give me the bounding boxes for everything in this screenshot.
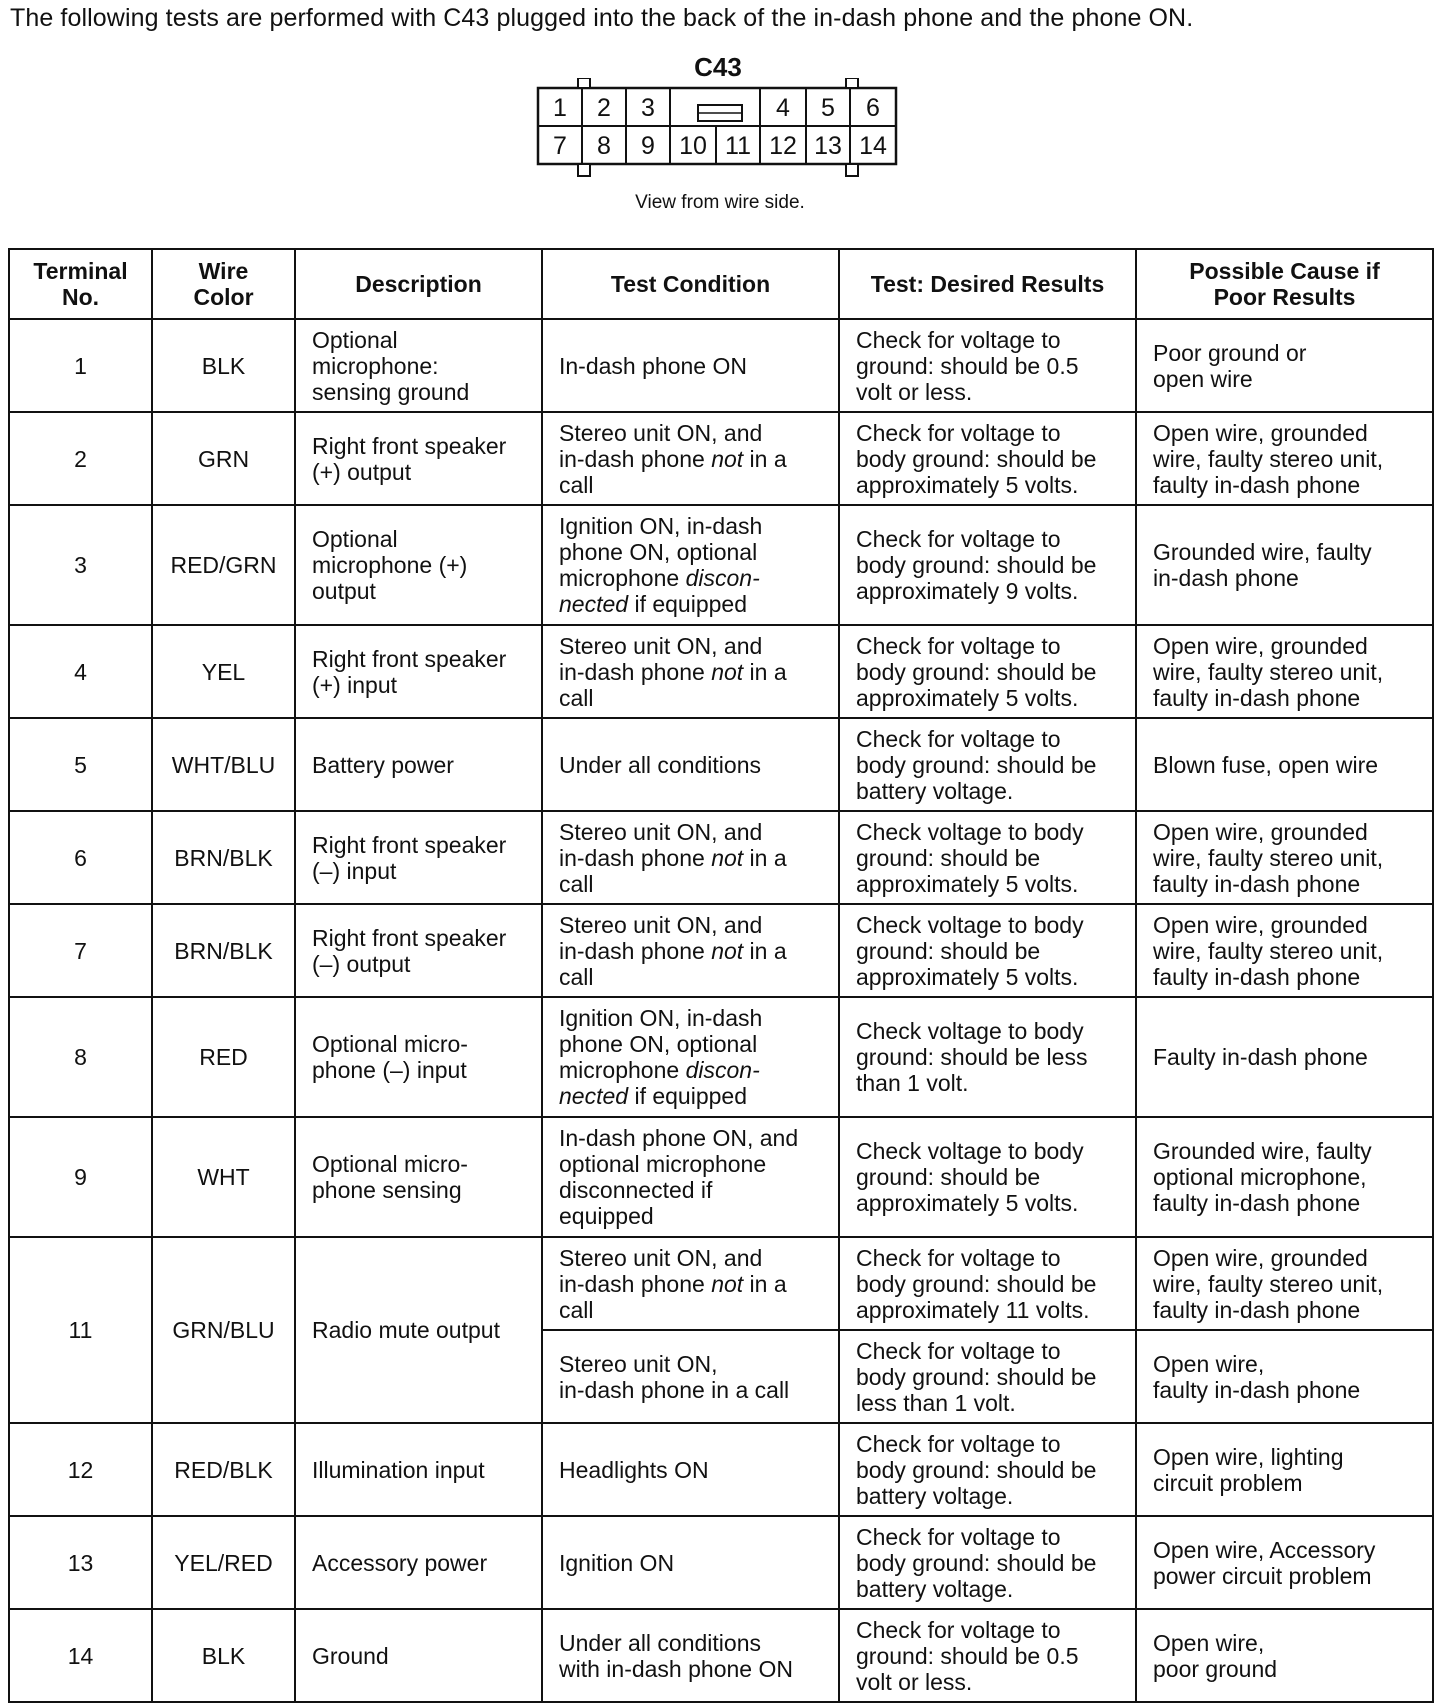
table-row <box>9 1237 1433 1330</box>
wire-color: YEL/RED <box>152 1516 295 1609</box>
possible-cause: Open wire, grounded wire, faulty stereo unit, faulty in-dash phone <box>1136 1237 1433 1330</box>
test-condition: Stereo unit ON, and in-dash phone not in a call <box>542 625 839 718</box>
terminal-no: 2 <box>9 412 152 505</box>
table-row <box>9 997 1433 1117</box>
terminal-no: 7 <box>9 904 152 997</box>
possible-cause: Open wire, Accessory power circuit problem <box>1136 1516 1433 1609</box>
table-row <box>9 319 1433 412</box>
header-desired-results: Test: Desired Results <box>839 249 1136 319</box>
table-row <box>9 1423 1433 1516</box>
pin-3: 3 <box>641 94 655 122</box>
terminal-no: 4 <box>9 625 152 718</box>
desired-result: Check for voltage to body ground: should be battery voltage. <box>839 1516 1136 1609</box>
terminal-no: 14 <box>9 1609 152 1702</box>
header-test-condition: Test Condition <box>542 249 839 319</box>
pin-13: 13 <box>814 132 842 160</box>
pin-10: 10 <box>679 132 707 160</box>
possible-cause: Open wire, lighting circuit problem <box>1136 1423 1433 1516</box>
description: Right front speaker (+) input <box>295 625 542 718</box>
description: Illumination input <box>295 1423 542 1516</box>
table-row <box>9 1516 1433 1609</box>
wire-color: WHT <box>152 1117 295 1237</box>
test-condition: Stereo unit ON, and in-dash phone not in a call <box>542 412 839 505</box>
pin-12: 12 <box>769 132 797 160</box>
wire-color: BRN/BLK <box>152 904 295 997</box>
connector-view-label: View from wire side. <box>635 192 805 213</box>
test-condition: In-dash phone ON, and optional microphone disconnected if equipped <box>542 1117 839 1237</box>
wire-color: GRN/BLU <box>152 1237 295 1423</box>
terminal-no: 11 <box>9 1237 152 1423</box>
wire-color: RED/BLK <box>152 1423 295 1516</box>
description: Right front speaker (–) input <box>295 811 542 904</box>
wire-color: YEL <box>152 625 295 718</box>
pin-6: 6 <box>866 94 880 122</box>
description: Optional micro- phone sensing <box>295 1117 542 1237</box>
pin-1: 1 <box>553 94 567 122</box>
test-condition: In-dash phone ON <box>542 319 839 412</box>
desired-result: Check for voltage to body ground: should be approximately 5 volts. <box>839 412 1136 505</box>
wire-color: WHT/BLU <box>152 718 295 811</box>
header-possible-cause: Possible Cause if Poor Results <box>1136 249 1433 319</box>
test-condition: Ignition ON <box>542 1516 839 1609</box>
terminal-no: 13 <box>9 1516 152 1609</box>
test-condition: Stereo unit ON, and in-dash phone not in a call <box>542 1237 839 1330</box>
header-row <box>9 249 1433 319</box>
test-condition: Stereo unit ON, and in-dash phone not in a call <box>542 811 839 904</box>
connector-name: C43 <box>694 52 742 82</box>
terminal-no: 12 <box>9 1423 152 1516</box>
pin-4: 4 <box>776 94 790 122</box>
table-row <box>9 625 1433 718</box>
possible-cause: Grounded wire, faulty in-dash phone <box>1136 505 1433 625</box>
wire-color: RED/GRN <box>152 505 295 625</box>
description: Optional micro- phone (–) input <box>295 997 542 1117</box>
pin-5: 5 <box>821 94 835 122</box>
possible-cause: Faulty in-dash phone <box>1136 997 1433 1117</box>
possible-cause: Open wire, grounded wire, faulty stereo unit, faulty in-dash phone <box>1136 412 1433 505</box>
test-condition: Ignition ON, in-dash phone ON, optional microphone discon- nected if equipped <box>542 997 839 1117</box>
terminal-no: 8 <box>9 997 152 1117</box>
desired-result: Check voltage to body ground: should be less than 1 volt. <box>839 997 1136 1117</box>
terminal-no: 3 <box>9 505 152 625</box>
desired-result: Check for voltage to ground: should be 0.5 volt or less. <box>839 319 1136 412</box>
description: Right front speaker (–) output <box>295 904 542 997</box>
desired-result: Check for voltage to body ground: should be approximately 5 volts. <box>839 625 1136 718</box>
wire-color: RED <box>152 997 295 1117</box>
intro-text: The following tests are performed with C43 plugged into the back of the in-dash phone and the phone ON. <box>10 4 1194 32</box>
desired-result: Check for voltage to body ground: should be battery voltage. <box>839 1423 1136 1516</box>
possible-cause: Blown fuse, open wire <box>1136 718 1433 811</box>
test-condition: Stereo unit ON, in-dash phone in a call <box>542 1330 839 1423</box>
possible-cause: Grounded wire, faulty optional microphone, faulty in-dash phone <box>1136 1117 1433 1237</box>
header-terminal-no: Terminal No. <box>9 249 152 319</box>
desired-result: Check for voltage to ground: should be 0.5 volt or less. <box>839 1609 1136 1702</box>
test-condition: Under all conditions with in-dash phone ON <box>542 1609 839 1702</box>
possible-cause: Open wire, grounded wire, faulty stereo unit, faulty in-dash phone <box>1136 811 1433 904</box>
test-condition: Ignition ON, in-dash phone ON, optional microphone discon- nected if equipped <box>542 505 839 625</box>
terminal-no: 9 <box>9 1117 152 1237</box>
table-row <box>9 505 1433 625</box>
description: Ground <box>295 1609 542 1702</box>
pin-8: 8 <box>597 132 611 160</box>
possible-cause: Open wire, grounded wire, faulty stereo unit, faulty in-dash phone <box>1136 904 1433 997</box>
table-row <box>9 718 1433 811</box>
desired-result: Check for voltage to body ground: should be battery voltage. <box>839 718 1136 811</box>
wire-color: BRN/BLK <box>152 811 295 904</box>
description: Radio mute output <box>295 1237 542 1423</box>
description: Optional microphone (+) output <box>295 505 542 625</box>
wire-color: BLK <box>152 1609 295 1702</box>
pin-11: 11 <box>725 132 751 160</box>
pin-14: 14 <box>859 132 887 160</box>
test-condition: Under all conditions <box>542 718 839 811</box>
terminal-no: 6 <box>9 811 152 904</box>
table-row <box>9 811 1433 904</box>
desired-result: Check for voltage to body ground: should be approximately 9 volts. <box>839 505 1136 625</box>
test-condition: Stereo unit ON, and in-dash phone not in a call <box>542 904 839 997</box>
desired-result: Check voltage to body ground: should be approximately 5 volts. <box>839 904 1136 997</box>
desired-result: Check for voltage to body ground: should be approximately 11 volts. <box>839 1237 1136 1330</box>
table-row <box>9 1117 1433 1237</box>
test-condition: Headlights ON <box>542 1423 839 1516</box>
pin-2: 2 <box>597 94 611 122</box>
connector-diagram <box>536 78 900 186</box>
possible-cause: Open wire, poor ground <box>1136 1609 1433 1702</box>
wire-color: BLK <box>152 319 295 412</box>
description: Optional microphone: sensing ground <box>295 319 542 412</box>
header-wire-color: Wire Color <box>152 249 295 319</box>
desired-result: Check voltage to body ground: should be approximately 5 volts. <box>839 811 1136 904</box>
possible-cause: Poor ground or open wire <box>1136 319 1433 412</box>
terminal-no: 5 <box>9 718 152 811</box>
desired-result: Check voltage to body ground: should be approximately 5 volts. <box>839 1117 1136 1237</box>
table-row <box>9 412 1433 505</box>
desired-result: Check for voltage to body ground: should be less than 1 volt. <box>839 1330 1136 1423</box>
possible-cause: Open wire, grounded wire, faulty stereo unit, faulty in-dash phone <box>1136 625 1433 718</box>
wire-color: GRN <box>152 412 295 505</box>
pin-7: 7 <box>553 132 567 160</box>
pin-9: 9 <box>641 132 655 160</box>
description: Battery power <box>295 718 542 811</box>
possible-cause: Open wire, faulty in-dash phone <box>1136 1330 1433 1423</box>
terminal-test-table <box>8 248 1434 1703</box>
table-row <box>9 1609 1433 1702</box>
terminal-no: 1 <box>9 319 152 412</box>
description: Accessory power <box>295 1516 542 1609</box>
description: Right front speaker (+) output <box>295 412 542 505</box>
header-description: Description <box>295 249 542 319</box>
table-row <box>9 904 1433 997</box>
